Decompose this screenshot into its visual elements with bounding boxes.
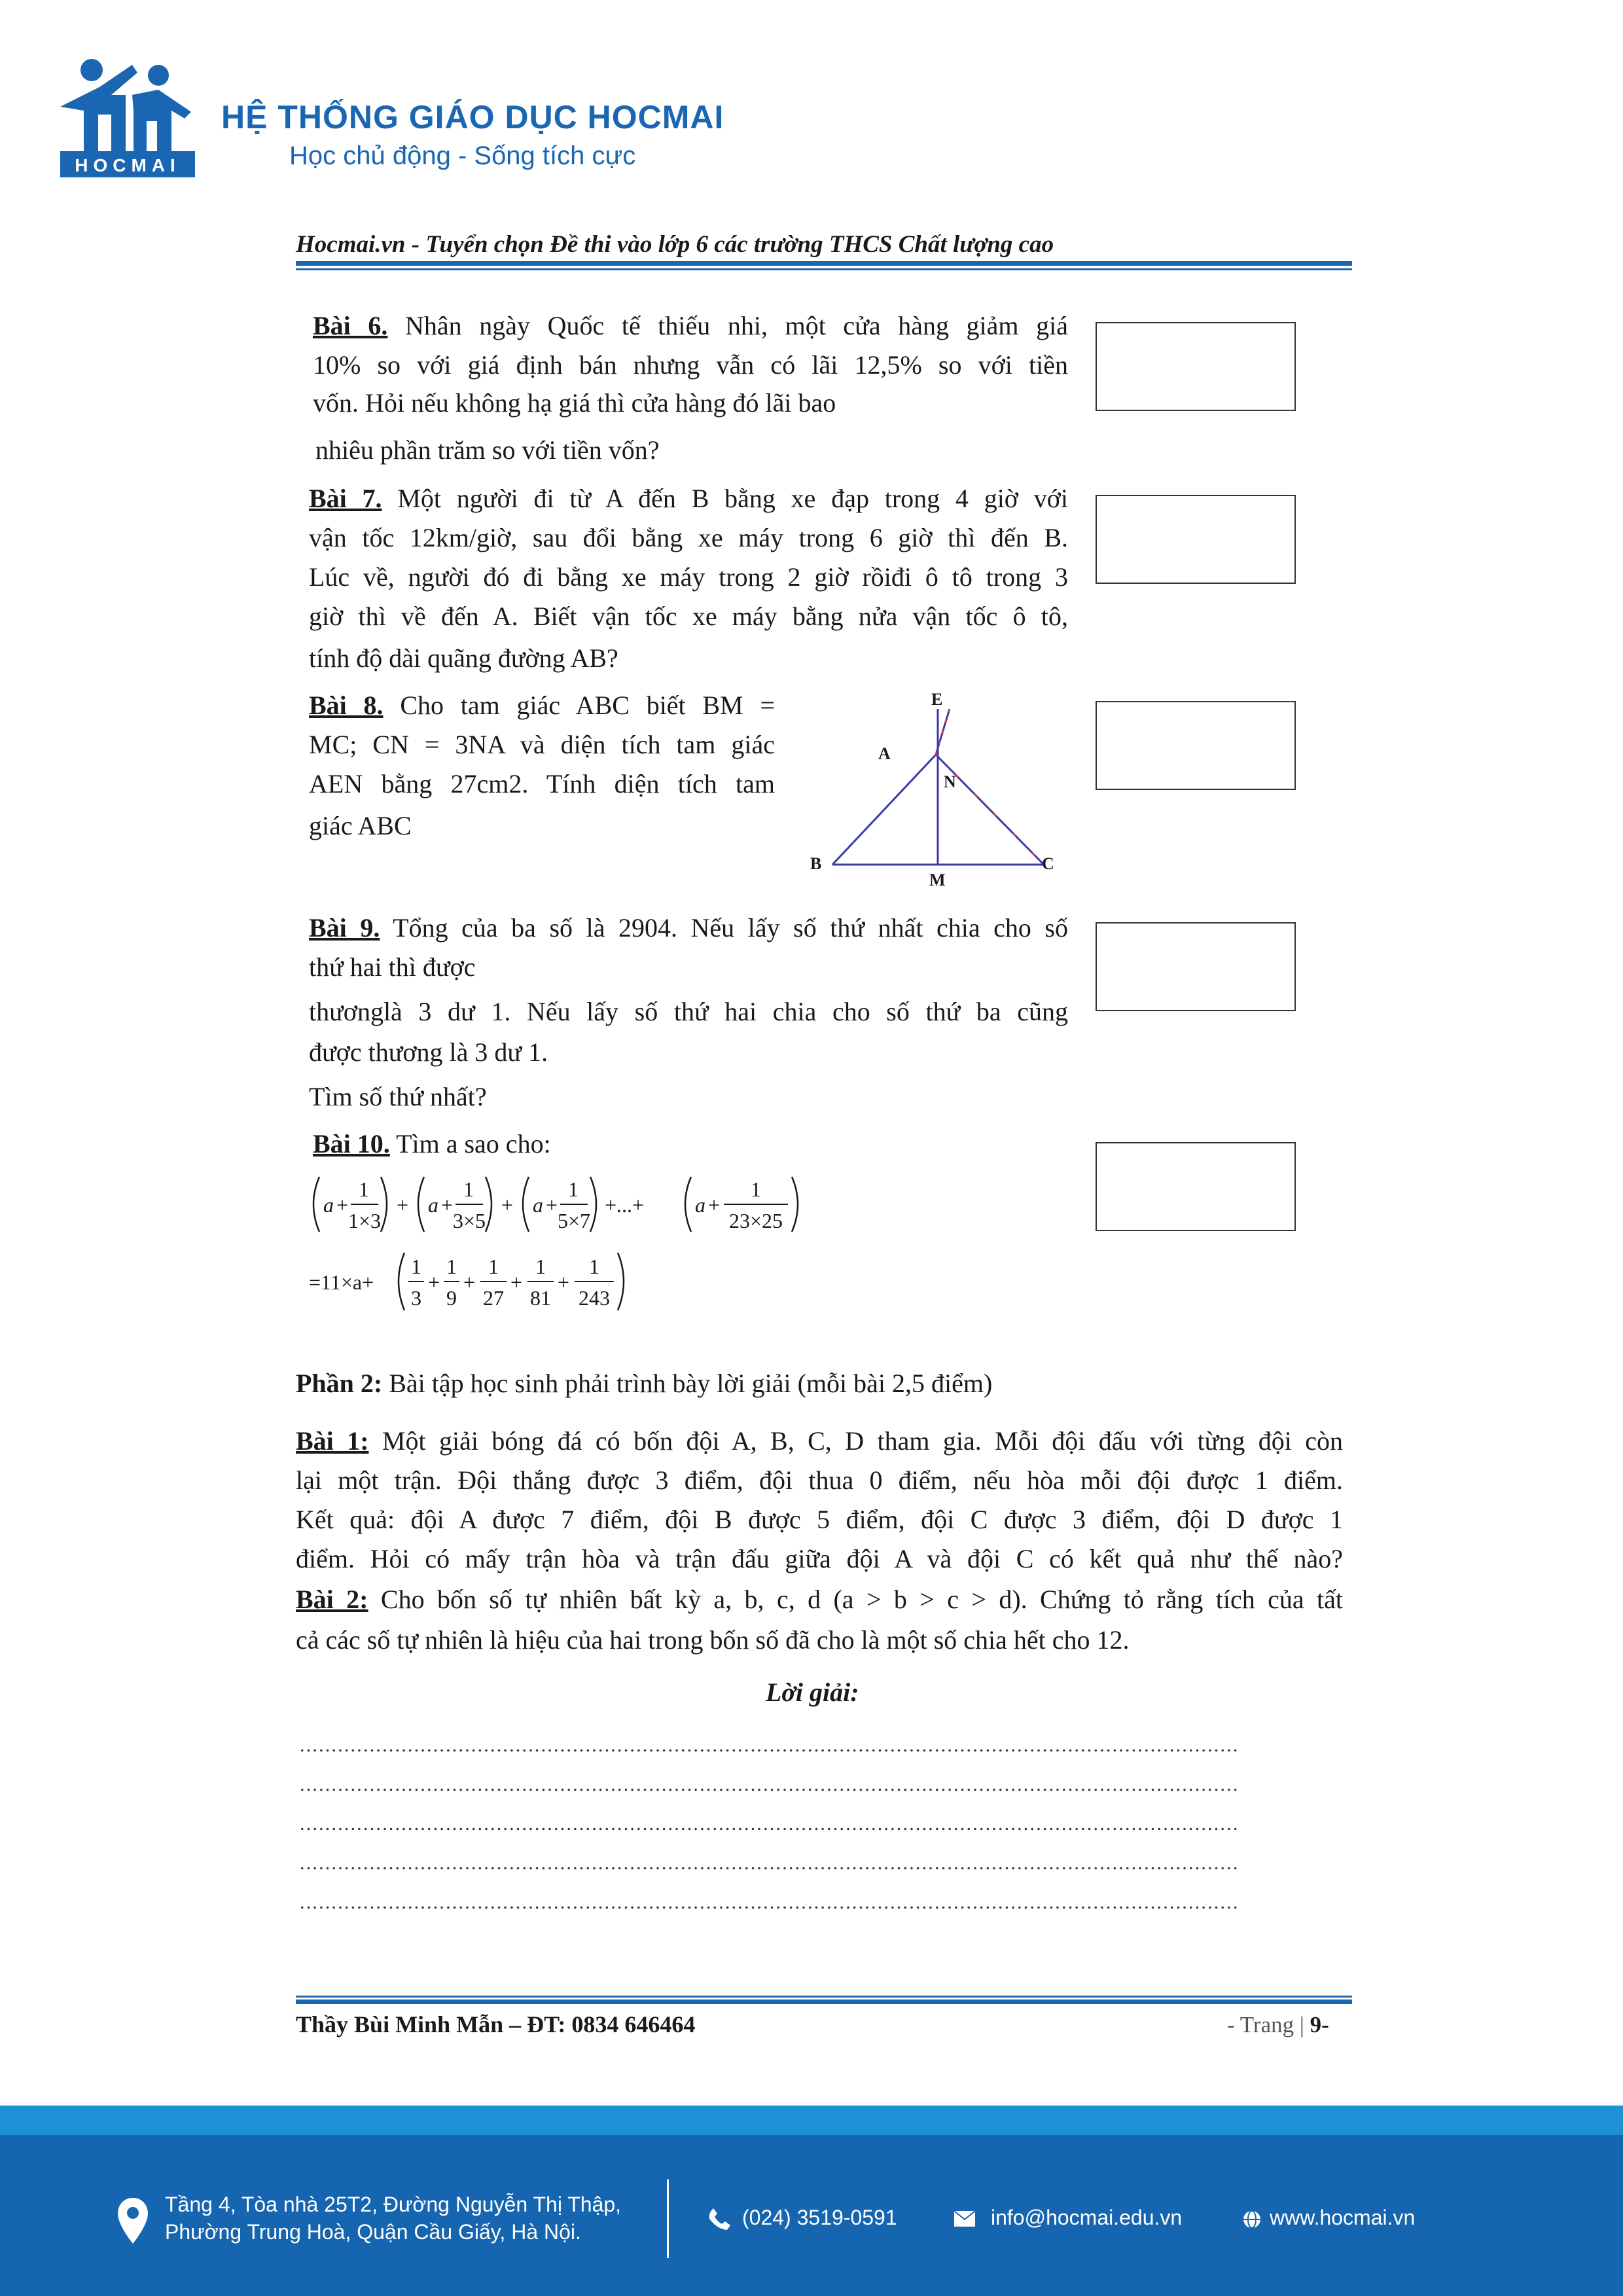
brand-title: HỆ THỐNG GIÁO DỤC HOCMAI xyxy=(221,99,724,135)
problem-10-text-1: Tìm a sao cho: xyxy=(389,1129,551,1158)
problem-6-text-1: Nhân ngày Quốc tế thiếu nhi, một cửa hàng giảm giá xyxy=(387,311,1069,340)
problem-9-line-5: Tìm số thứ nhất? xyxy=(309,1082,487,1111)
eq-a-2: a xyxy=(428,1193,438,1217)
email-icon xyxy=(954,2211,975,2227)
eq2-plus-3: + xyxy=(510,1270,523,1294)
eq2-den-5: 243 xyxy=(579,1286,610,1310)
footer-band-light xyxy=(0,2106,1623,2135)
eq-den-2: 3×5 xyxy=(452,1209,486,1232)
document-header: Hocmai.vn - Tuyển chọn Đề thi vào lớp 6 các trường THCS Chất lượng cao xyxy=(296,231,1054,258)
equation-line-1 xyxy=(313,1177,798,1232)
author-signature: Thầy Bùi Minh Mẫn – ĐT: 0834 646464 xyxy=(296,2011,696,2037)
eq2-plus-4: + xyxy=(558,1270,570,1294)
eq2-den-4: 81 xyxy=(530,1286,551,1310)
problem-9-line-4: được thương là 3 dư 1. xyxy=(309,1037,548,1067)
eq-den-4: 23×25 xyxy=(728,1209,783,1232)
globe-icon xyxy=(1242,2210,1262,2229)
answer-box-7[interactable] xyxy=(1096,495,1296,584)
problem-7-label: Bài 7. xyxy=(309,484,382,513)
eq-plus-1: + xyxy=(336,1193,349,1217)
part2-b1-label: Bài 1: xyxy=(296,1426,369,1456)
eq-num-2: 1 xyxy=(463,1177,474,1201)
segment-ac xyxy=(936,755,1044,865)
equation-line-2 xyxy=(309,1253,624,1310)
phone-number[interactable]: (024) 3519-0591 xyxy=(742,2206,897,2229)
email-address[interactable]: info@hocmai.edu.vn xyxy=(991,2206,1183,2229)
eq-den-1: 1×3 xyxy=(348,1209,382,1232)
point-b-label: B xyxy=(810,854,822,873)
eq2-plus-2: + xyxy=(463,1270,476,1294)
eq-num-1: 1 xyxy=(359,1177,369,1201)
problem-6-line-3: vốn. Hỏi nếu không hạ giá thì cửa hàng đó lãi bao xyxy=(313,388,836,418)
part2-heading xyxy=(296,1368,992,1399)
eq-plus-2: + xyxy=(397,1193,409,1217)
eq2-num-3: 1 xyxy=(488,1255,499,1278)
eq2-num-4: 1 xyxy=(535,1255,546,1278)
part2-b1-line-1 xyxy=(296,1422,1343,1461)
eq-a-1: a xyxy=(323,1193,334,1217)
problem-7-line-2: vận tốc 12km/giờ, sau đổi bằng xe máy trong 6 giờ thì đến B. xyxy=(309,523,1068,552)
part2-heading-label: Phần 2: xyxy=(296,1369,383,1398)
problem-6-label: Bài 6. xyxy=(313,311,388,340)
eq-ellipsis: +...+ xyxy=(605,1193,645,1217)
answer-box-8[interactable] xyxy=(1096,701,1296,790)
point-c-label: C xyxy=(1042,854,1054,873)
point-n-label: N xyxy=(944,772,956,791)
eq2-prefix: =11×a+ xyxy=(309,1270,374,1294)
phone-icon xyxy=(707,2206,733,2232)
point-e-label: E xyxy=(931,691,943,709)
part2-b2-label: Bài 2: xyxy=(296,1585,368,1614)
part2-b1-line-3: Kết quả: đội A được 7 điểm, đội B được 5 điểm, đội C được 3 điểm, đội D được 1 xyxy=(296,1505,1343,1534)
point-a-label: A xyxy=(878,744,891,763)
eq2-plus-1: + xyxy=(428,1270,440,1294)
eq2-den-3: 27 xyxy=(483,1286,504,1310)
eq2-num-1: 1 xyxy=(411,1255,421,1278)
eq2-num-5: 1 xyxy=(589,1255,599,1278)
eq-a-3: a xyxy=(533,1193,543,1217)
hocmai-logo xyxy=(60,56,198,180)
problem-6-line-2: 10% so với giá định bán nhưng vẫn có lãi 12,5% so với tiền xyxy=(313,350,1068,380)
equation-10 xyxy=(308,1172,897,1329)
eq-a-4: a xyxy=(695,1193,705,1217)
part2-b2-line-2: cả các số tự nhiên là hiệu của hai trong bốn số đã cho là một số chia hết cho 12. xyxy=(296,1625,1130,1655)
point-m-label: M xyxy=(929,870,946,887)
eq-num-3: 1 xyxy=(568,1177,579,1201)
problem-10-label: Bài 10. xyxy=(313,1129,390,1158)
logo-text: HOCMAI xyxy=(75,155,181,175)
problem-9-line-2: thứ hai thì được xyxy=(309,952,476,982)
problem-8-line-2: MC; CN = 3NA và diện tích tam giác xyxy=(309,730,775,759)
address-line-2: Phường Trung Hoà, Quận Cầu Giấy, Hà Nội. xyxy=(165,2220,581,2244)
triangle-figure xyxy=(798,691,1073,887)
problem-8-line-4: giác ABC xyxy=(309,811,412,840)
eq2-den-2: 9 xyxy=(446,1286,457,1310)
problem-9-label: Bài 9. xyxy=(309,913,380,942)
answer-line-3[interactable]: .................................................................................................................................................... xyxy=(300,1813,1240,1835)
part2-b1-line-4: điểm. Hỏi có mấy trận hòa và trận đấu giữa đội A và đội C có kết quả như thế nào? xyxy=(296,1544,1343,1573)
problem-6-line-1 xyxy=(313,306,1068,346)
part2-heading-text: Bài tập học sinh phải trình bày lời giải (mỗi bài 2,5 điểm) xyxy=(382,1369,993,1398)
problem-9-line-1 xyxy=(309,908,1068,948)
problem-7-line-5: tính độ dài quãng đường AB? xyxy=(309,643,618,673)
part2-b2-line-1 xyxy=(296,1580,1343,1619)
brand-slogan: Học chủ động - Sống tích cực xyxy=(289,141,636,170)
part2-b1-line-2: lại một trận. Đội thắng được 3 điểm, đội thua 0 điểm, nếu hòa mỗi đội được 1 điểm. xyxy=(296,1465,1343,1495)
problem-10-line-1 xyxy=(313,1128,551,1159)
footer-divider xyxy=(667,2179,669,2258)
eq-den-3: 5×7 xyxy=(557,1209,591,1232)
eq-plus-4: + xyxy=(501,1193,514,1217)
problem-7-line-4: giờ thì về đến A. Biết vận tốc xe máy bằng nửa vận tốc ô tô, xyxy=(309,601,1068,631)
segment-ba xyxy=(832,755,936,865)
location-pin-icon xyxy=(116,2197,149,2245)
footer-rule xyxy=(296,2000,1352,2004)
eq2-den-1: 3 xyxy=(411,1286,421,1310)
problem-9-text-1: Tổng của ba số là 2904. Nếu lấy số thứ nhất chia cho số xyxy=(380,913,1068,942)
problem-7-line-3: Lúc về, người đó đi bằng xe máy trong 2 giờ rồiđi ô tô trong 3 xyxy=(309,562,1068,592)
problem-7-line-1 xyxy=(309,479,1068,518)
eq-plus-3: + xyxy=(441,1193,454,1217)
solution-title: Lời giải: xyxy=(766,1677,859,1707)
footer-rule-thin xyxy=(296,1996,1352,1998)
address-line-1: Tầng 4, Tòa nhà 25T2, Đường Nguyễn Thị Thập, xyxy=(165,2193,622,2216)
eq2-num-2: 1 xyxy=(446,1255,457,1278)
page-num: 9- xyxy=(1310,2012,1329,2037)
part2-b2-text-1: Cho bốn số tự nhiên bất kỳ a, b, c, d (a > b > c > d). Chứng tỏ rằng tích của tất xyxy=(368,1585,1343,1614)
problem-8-label: Bài 8. xyxy=(309,691,383,720)
problem-8-text-1: Cho tam giác ABC biết BM = xyxy=(383,691,775,720)
problem-7-text-1: Một người đi từ A đến B bằng xe đạp trong 4 giờ với xyxy=(382,484,1068,513)
website-link[interactable]: www.hocmai.vn xyxy=(1270,2206,1416,2229)
answer-line-5[interactable]: .................................................................................................................................................... xyxy=(300,1892,1240,1913)
answer-line-2[interactable]: .................................................................................................................................................... xyxy=(300,1774,1240,1795)
problem-6-line-4: nhiêu phần trăm so với tiền vốn? xyxy=(315,435,660,465)
page-prefix: - Trang | xyxy=(1227,2012,1310,2037)
page-number xyxy=(1227,2012,1329,2038)
problem-8-line-3: AEN bằng 27cm2. Tính diện tích tam xyxy=(309,769,775,798)
answer-line-4[interactable]: .................................................................................................................................................... xyxy=(300,1852,1240,1874)
problem-9-line-3: thươnglà 3 dư 1. Nếu lấy số thứ hai chia cho số thứ ba cũng xyxy=(309,997,1068,1026)
part2-b1-text-1: Một giải bóng đá có bốn đội A, B, C, D tham gia. Mỗi đội đấu với từng đội còn xyxy=(368,1426,1343,1456)
eq-plus-6: + xyxy=(708,1193,721,1217)
eq-plus-5: + xyxy=(546,1193,558,1217)
answer-box-6[interactable] xyxy=(1096,322,1296,411)
header-rule xyxy=(296,261,1352,266)
answer-line-1[interactable]: .................................................................................................................................................... xyxy=(300,1734,1240,1756)
answer-box-10[interactable] xyxy=(1096,1142,1296,1231)
problem-8-line-1 xyxy=(309,686,775,725)
answer-box-9[interactable] xyxy=(1096,922,1296,1011)
eq-num-4: 1 xyxy=(751,1177,761,1201)
header-rule-thin xyxy=(296,268,1352,270)
